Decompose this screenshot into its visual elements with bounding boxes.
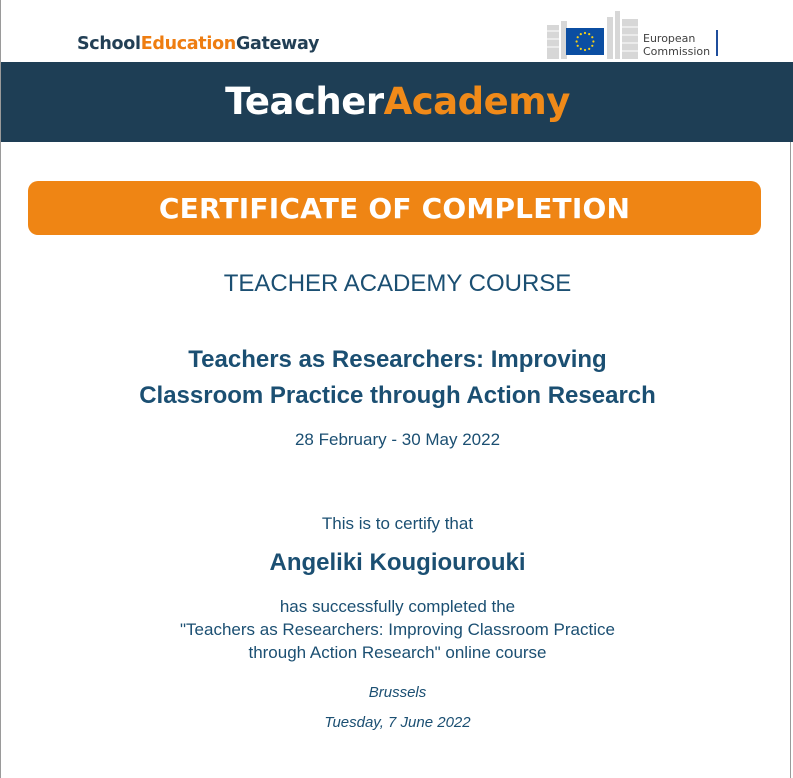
banner-part-academy: Academy xyxy=(383,80,570,123)
certify-text: This is to certify that xyxy=(321,514,474,533)
ec-accent-bar xyxy=(716,30,718,56)
completion-line3: through Action Research" online course xyxy=(248,643,547,662)
eu-flag-icon xyxy=(566,28,604,55)
completion-line2: "Teachers as Researchers: Improving Classroom Practice xyxy=(180,620,615,639)
course-title-line1: Teachers as Researchers: Improving xyxy=(188,346,607,373)
completion-statement xyxy=(1,595,793,664)
course-title xyxy=(1,342,793,414)
teacher-academy-title xyxy=(1,80,793,123)
banner-part-teacher: Teacher xyxy=(225,80,384,123)
european-commission-text xyxy=(643,32,710,58)
logo-part-gateway: Gateway xyxy=(235,34,320,54)
completion-line1: has successfully completed the xyxy=(279,597,516,616)
course-title-line2: Classroom Practice through Action Research xyxy=(139,382,656,409)
issue-place: Brussels xyxy=(368,684,427,701)
logo-part-school: School xyxy=(77,34,141,54)
logo-part-education: Education xyxy=(140,34,236,54)
course-dates: 28 February - 30 May 2022 xyxy=(294,430,501,449)
recipient-name: Angeliki Kougiourouki xyxy=(269,549,526,576)
course-kind: TEACHER ACADEMY COURSE xyxy=(223,270,572,297)
top-bar xyxy=(1,0,793,62)
ec-text-line2: Commission xyxy=(643,45,711,58)
issue-date: Tuesday, 7 June 2022 xyxy=(324,714,471,731)
school-education-gateway-logo xyxy=(77,34,319,54)
ec-text-line1: European xyxy=(643,32,696,45)
certificate-heading: CERTIFICATE OF COMPLETION xyxy=(28,181,761,235)
